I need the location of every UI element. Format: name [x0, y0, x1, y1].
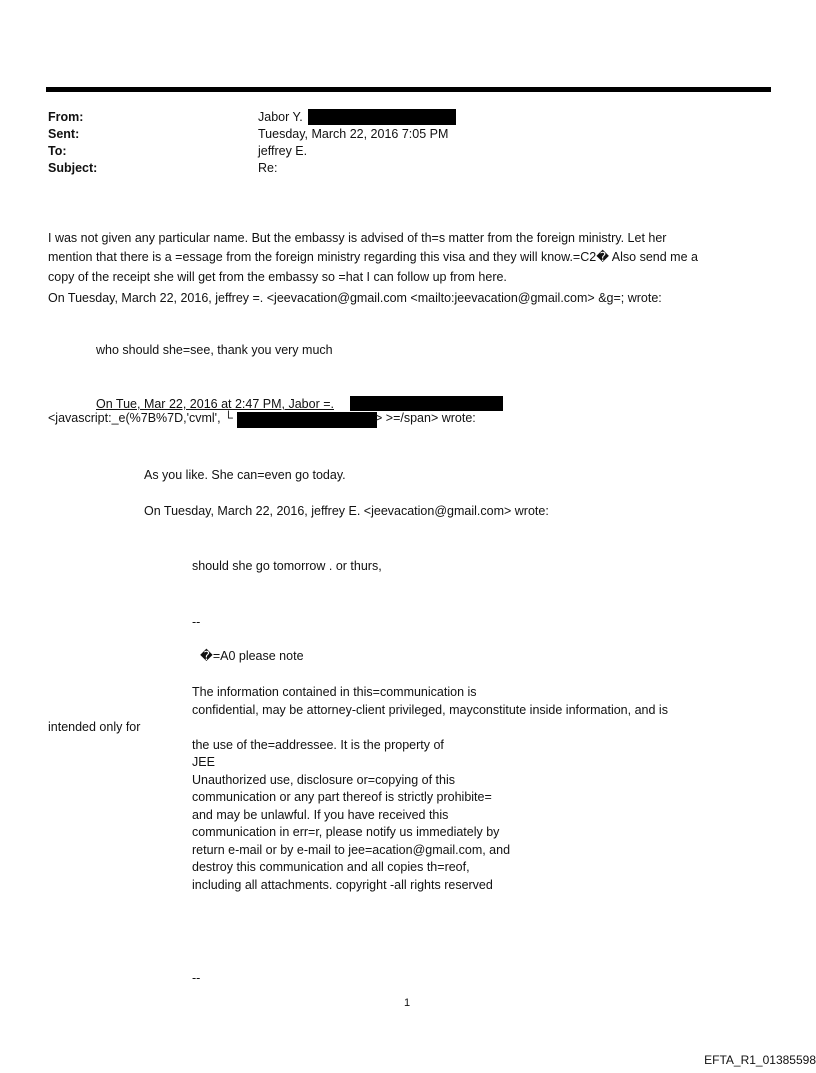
header-rule [46, 87, 771, 92]
quote-header: On Tuesday, March 22, 2016, jeffrey E. <jeevacation@gmail.com> wrote: [144, 504, 549, 518]
body-line: mention that there is a =essage from the foreign ministry regarding this visa and they will know.=C2� Also send me a [48, 250, 698, 264]
please-note: �=A0 please note [200, 649, 304, 663]
body-line: I was not given any particular name. But the embassy is advised of th=s matter from the foreign ministry. Let her [48, 231, 667, 245]
redaction [237, 412, 377, 428]
quote-header-line2: <javascript:_e(%7B%7D,'cvml', └ [48, 411, 233, 425]
subject-label: Subject: [48, 161, 98, 175]
to-value: jeffrey E. [258, 144, 308, 158]
disclaimer-line: communication in err=r, please notify us immediately by [192, 825, 500, 839]
disclaimer-line: destroy this communication and all copies th=reof, [192, 860, 470, 874]
quote-text: should she go tomorrow . or thurs, [192, 559, 382, 573]
disclaimer-line: JEE [192, 755, 215, 769]
quote-header: On Tuesday, March 22, 2016, jeffrey =. <jeevacation@gmail.com <mailto:jeevacation@gmail.com> &g=; wrote: [48, 291, 662, 305]
quote-header: On Tue, Mar 22, 2016 at 2:47 PM, Jabor =. [96, 397, 334, 411]
disclaimer-line: including all attachments. copyright -all rights reserved [192, 878, 493, 892]
document-id: EFTA_R1_01385598 [704, 1053, 816, 1067]
redaction [350, 396, 503, 411]
disclaimer-line: the use of the=addressee. It is the property of [192, 738, 444, 752]
quote-text: As you like. She can=even go today. [144, 468, 346, 482]
from-value: Jabor Y. [258, 110, 303, 124]
quote-header-line2-end: > >=/span> wrote: [375, 411, 476, 425]
body-line: copy of the receipt she will get from the embassy so =hat I can follow up from here. [48, 270, 507, 284]
sent-value: Tuesday, March 22, 2016 7:05 PM [258, 127, 449, 141]
sent-label: Sent: [48, 127, 80, 141]
redaction [308, 109, 456, 125]
quote-text: who should she=see, thank you very much [96, 343, 333, 357]
signature-separator: -- [192, 971, 201, 985]
page-number: 1 [404, 997, 411, 1009]
disclaimer-line: return e-mail or by e-mail to jee=acation@gmail.com, and [192, 843, 511, 857]
disclaimer-line: confidential, may be attorney-client privileged, mayconstitute inside information, and is [192, 703, 668, 717]
disclaimer-line: Unauthorized use, disclosure or=copying of this [192, 773, 455, 787]
signature-separator: -- [192, 615, 201, 629]
disclaimer-line: communication or any part thereof is strictly prohibite= [192, 790, 492, 804]
disclaimer-line: The information contained in this=communication is [192, 685, 477, 699]
from-label: From: [48, 110, 84, 124]
to-label: To: [48, 144, 67, 158]
disclaimer-line: intended only for [48, 720, 141, 734]
subject-value: Re: [258, 161, 278, 175]
disclaimer-line: and may be unlawful. If you have received this [192, 808, 449, 822]
